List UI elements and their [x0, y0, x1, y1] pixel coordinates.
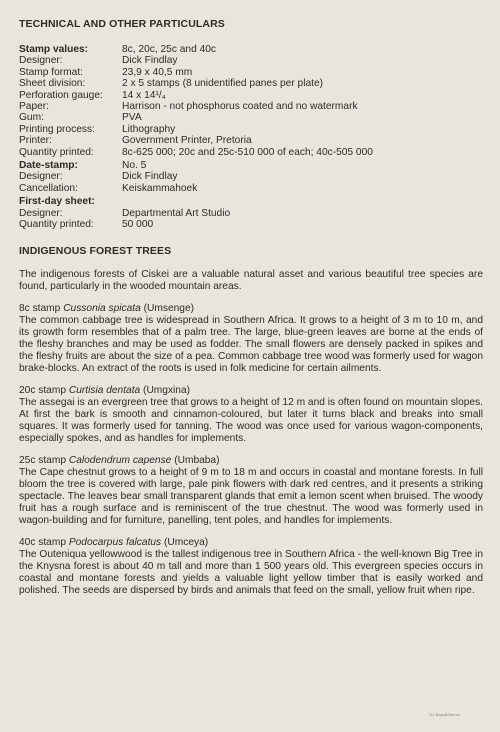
intro-paragraph: The indigenous forests of Ciskei are a valuable natural asset and various beautiful tree species are found, particularly in the wooded mountain areas. — [19, 268, 483, 292]
footer-mark: Dr Kandeltrees — [429, 712, 460, 717]
stamp-value-label: 8c stamp — [19, 302, 61, 314]
spec-label: Gum: — [19, 112, 44, 124]
spec-label: Quantity printed: — [19, 219, 94, 231]
stamp-descriptions — [19, 303, 483, 597]
spec-label: Stamp format: — [19, 66, 83, 78]
spec-label: Designer: — [19, 171, 63, 183]
spec-label: Designer: — [19, 207, 63, 219]
spec-row — [19, 183, 483, 194]
stamp-specs-group — [19, 44, 483, 158]
common-name: (Umbaba) — [174, 454, 220, 466]
stamp-description: The common cabbage tree is widespread in Southern Africa. It grows to a height of 3 m to 10 m, and its growth form resembles that of a palm tree. The large, blue-green leaves are borne at the ends of the fleshy branches and may be used as fodder. The small flowers are densely packed in spikes and the fleshy fruits are about the size of a pea. Common cabbage tree wood was formerly used for wagon brake-blocks. An extract of the roots is used in folk medicine for certain ailments. — [19, 314, 483, 374]
spec-value: Dick Findlay — [122, 55, 178, 67]
spec-row — [19, 44, 483, 55]
spec-value: 2 x 5 stamps (8 unidentified panes per plate) — [122, 78, 324, 90]
datestamp-group — [19, 160, 483, 194]
spec-value: 8c, 20c, 25c and 40c — [122, 44, 217, 55]
species-name: Cussonia spicata — [63, 302, 141, 314]
common-name: (Umgxina) — [143, 384, 191, 396]
stamp-heading — [19, 455, 483, 467]
stamp-value-label: 20c stamp — [19, 384, 66, 396]
spec-label: First-day sheet: — [19, 196, 95, 208]
spec-value: Keiskammahoek — [122, 182, 198, 194]
document-page — [19, 18, 483, 597]
spec-value: No. 5 — [122, 160, 147, 172]
spec-row — [19, 124, 483, 135]
firstday-group — [19, 196, 483, 230]
stamp-description: The Outeniqua yellowwood is the tallest indigenous tree in Southern Africa - the well-known Big Tree in the Knysna forest is about 40 m tall and more than 1 500 years old. This evergreen species occurs in coastal and montane forests and yields a valuable light yellow timber that is easily worked and polished. The seeds are dispersed by birds and animals that feed on the small, yellow fruit when ripe. — [19, 548, 483, 596]
spec-value: 23,9 x 40,5 mm — [122, 66, 193, 78]
particulars-heading: TECHNICAL AND OTHER PARTICULARS — [19, 18, 225, 30]
stamp-description: The assegai is an evergreen tree that grows to a height of 12 m and is often found on mountain slopes. At first the bark is smooth and cinnamon-coloured, but later it turns black and breaks into small squares. It was formerly used for tanning. The wood was once used for various wagon-components, especially spokes, and as handles for implements. — [19, 396, 483, 444]
stamp-value-label: 40c stamp — [19, 536, 66, 548]
spec-value: Lithography — [122, 123, 176, 135]
spec-row — [19, 147, 483, 158]
species-name: Calodendrum capense — [68, 454, 172, 466]
spec-row — [19, 112, 483, 123]
spec-label: Stamp values: — [19, 44, 89, 55]
stamp-value-label: 25c stamp — [19, 454, 66, 466]
spec-label: Paper: — [19, 101, 50, 113]
spec-label: Designer: — [19, 55, 63, 67]
species-name: Podocarpus falcatus — [68, 536, 162, 548]
spec-label: Quantity printed: — [19, 146, 94, 158]
spec-row — [19, 171, 483, 182]
stamp-heading — [19, 385, 483, 397]
spec-label: Date-stamp: — [19, 160, 78, 172]
spec-value: PVA — [122, 112, 142, 124]
spec-value — [122, 196, 483, 207]
spec-row — [19, 90, 483, 101]
trees-heading: INDIGENOUS FOREST TREES — [19, 244, 172, 257]
spec-row — [19, 219, 483, 230]
spec-label: Sheet division: — [19, 78, 86, 90]
spec-value: Dick Findlay — [122, 171, 178, 183]
species-name: Curtisia dentata — [68, 384, 141, 396]
common-name: (Umceya) — [164, 536, 209, 548]
stamp-description: The Cape chestnut grows to a height of 9 m to 18 m and occurs in coastal and montane forests. In full bloom the tree is covered with large, pale pink flowers with dark red centres, and it presents a striking spectacle. The leaves bear small transparent glands that emit a lemon scent when bruised. The woody fruit has a rough surface and is reminiscent of the true chestnut. The wood was formerly used in wagon-building and for furniture, panelling, tent poles, and handles for implements. — [19, 466, 483, 526]
spec-row — [19, 196, 483, 207]
particulars-list — [19, 44, 483, 231]
spec-row — [19, 101, 483, 112]
spec-label: Printer: — [19, 135, 52, 147]
spec-row — [19, 55, 483, 66]
spec-label: Cancellation: — [19, 182, 78, 194]
stamp-heading — [19, 303, 483, 315]
spec-row — [19, 67, 483, 78]
spec-row — [19, 160, 483, 171]
common-name: (Umsenge) — [143, 302, 195, 314]
spec-value: 8c-625 000; 20c and 25c-510 000 of each; 40c-505 000 — [122, 146, 373, 158]
spec-value: Harrison - not phosphorus coated and no watermark — [122, 101, 358, 113]
spec-label: Printing process: — [19, 123, 95, 135]
spec-row — [19, 135, 483, 146]
stamp-heading — [19, 537, 483, 549]
spec-value: 14 x 14¹/₄ — [122, 89, 166, 101]
spec-row — [19, 208, 483, 219]
spec-value: Departmental Art Studio — [122, 207, 231, 219]
spec-row — [19, 78, 483, 89]
spec-value: 50 000 — [122, 219, 154, 231]
spec-label: Perforation gauge: — [19, 89, 103, 101]
spec-value: Government Printer, Pretoria — [122, 135, 252, 147]
